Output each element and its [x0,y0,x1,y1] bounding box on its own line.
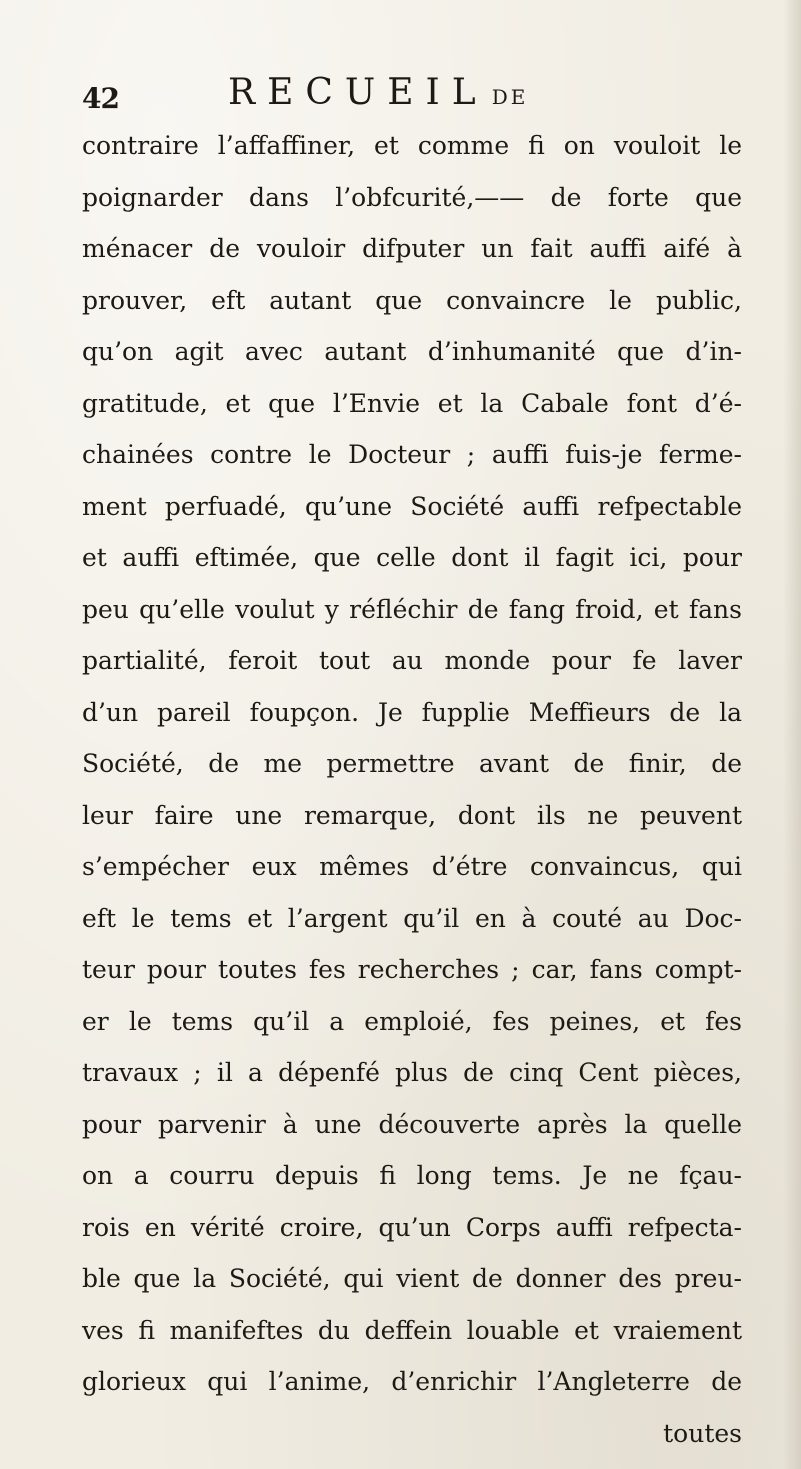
text-line: ves fi manifeftes du deffein louable et vraiement [82,1315,742,1345]
text-line: peu qu’elle voulut y réfléchir de fang froid, et fans [82,594,742,624]
text-line: Société, de me permettre avant de finir, de [82,749,742,778]
text-line: leur faire une remarque, dont ils ne peuvent [82,800,742,830]
running-title-main: RECUEIL [228,72,488,113]
text-line: on a courru depuis fi long tems. Je ne fçau- [82,1161,742,1190]
text-line: contraire l’affaffiner, et comme fi on vouloit le [82,131,742,160]
text-line: ment perfuadé, qu’une Société auffi refpectable [82,491,742,521]
text-line: ménacer de vouloir difputer un fait auffi aifé à [82,234,742,263]
text-line: eft le tems et l’argent qu’il en à couté au Doc- [82,903,742,933]
running-title [228,72,528,113]
text-line: chainées contre le Docteur ; auffi fuis-je ferme- [82,440,742,469]
text-line: rois en vérité croire, qu’un Corps auffi refpecta- [82,1212,742,1242]
page-edge-shadow [783,0,801,1469]
text-line: gratitude, et que l’Envie et la Cabale font d’é- [82,388,742,418]
text-line: glorieux qui l’anime, d’enrichir l’Angleterre de [82,1367,742,1396]
text-line: teur pour toutes fes recherches ; car, fans compt- [82,955,742,984]
text-line: pour parvenir à une découverte après la quelle [82,1109,742,1139]
text-line: er le tems qu’il a emploié, fes peines, et fes [82,1006,742,1036]
page-number: 42 [82,82,119,115]
catchword: toutes [663,1418,742,1448]
body-text [82,120,742,1459]
text-line: d’un pareil foupçon. Je fupplie Meffieurs de la [82,697,742,727]
text-line: qu’on agit avec autant d’inhumanité que d’in- [82,337,742,366]
text-line: travaux ; il a dépenfé plus de cinq Cent pièces, [82,1058,742,1087]
running-title-suffix: DE [491,85,529,109]
text-line: et auffi eftimée, que celle dont il fagit ici, pour [82,543,742,572]
text-line: s’empécher eux mêmes d’étre convaincus, qui [82,852,742,881]
text-line: ble que la Société, qui vient de donner des preu- [82,1264,742,1293]
text-line: poignarder dans l’obfcurité,—— de forte que [82,182,742,212]
running-header [82,64,702,114]
text-line: partialité, feroit tout au monde pour fe laver [82,646,742,675]
text-line: prouver, eft autant que convaincre le public, [82,285,742,315]
